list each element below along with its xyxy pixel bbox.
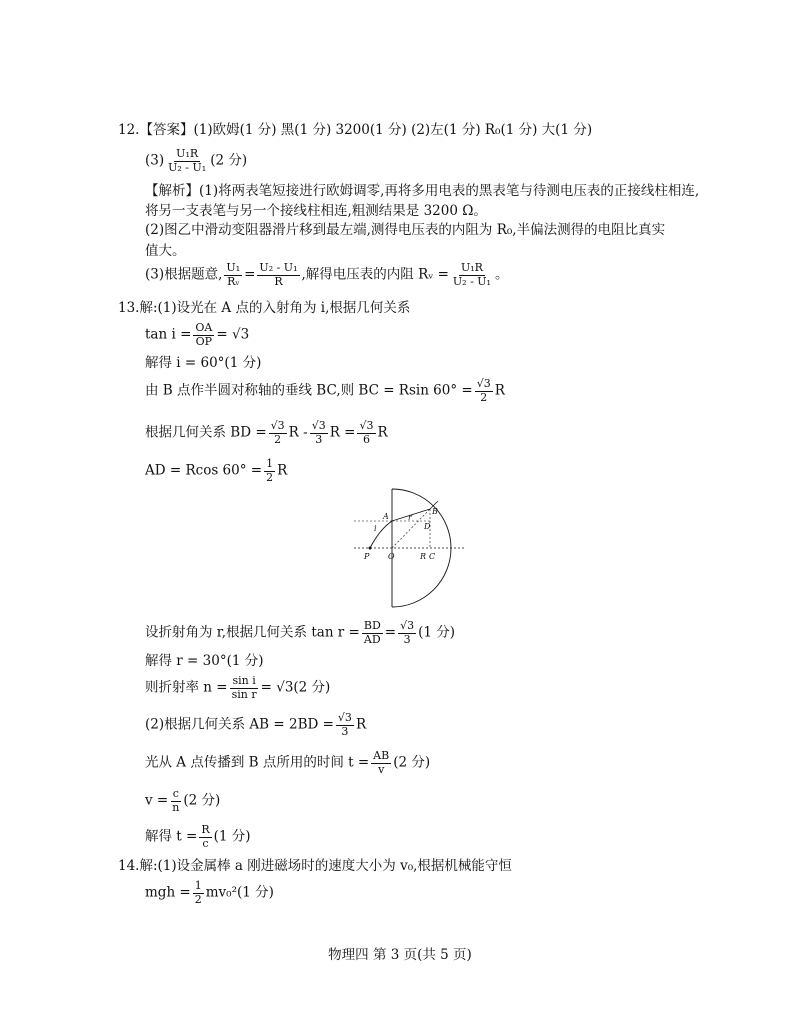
label-r-point: R: [420, 552, 427, 561]
q13-line12: v = $\frac{c}{n}$ (2 分): [145, 787, 221, 814]
label-o: O: [388, 552, 395, 561]
q13-line8: 解得 r = 30°(1 分): [145, 653, 264, 669]
q13-line1: 13.解:(1)设光在 A 点的入射角为 i,根据几何关系: [118, 300, 411, 316]
q12-part3-label: (3): [145, 152, 165, 169]
q12-analysis-line2: 将另一支表笔与另一个接线柱相连,粗测结果是 3200 Ω。: [145, 203, 487, 219]
page-footer: 物理四 第 3 页(共 5 页): [328, 947, 472, 963]
label-i: i: [374, 524, 377, 533]
q12-analysis-line4: 值大。: [145, 243, 186, 259]
semicircle-optics-diagram: [352, 487, 472, 609]
q12-analysis-line1: 【解析】(1)将两表笔短接进行欧姆调零,再将多用电表的黑表笔与待测电压表的正接线柱相连,: [145, 183, 700, 199]
q13-line11: 光从 A 点传播到 B 点所用的时间 t = $\frac{AB}{v}$ (2 分): [145, 749, 431, 776]
q12-analysis-line3: (2)图乙中滑动变阻器滑片移到最左端,测得电压表的内阻为 R₀,半偏法测得的电阻比真实: [145, 222, 666, 238]
point-p-dot: [369, 547, 372, 550]
q12-analysis-line5: (3)根据题意, $\frac{\text{U₁}}{\text{Rᵥ}}$ = $\frac{\text{U₂ - U₁}}{R}$ ,解得电压表的内阻 Rᵥ = $\frac{\text{U₁R}}{\text{U₂ - U₁}}$ 。: [145, 261, 509, 288]
label-p: P: [364, 552, 370, 561]
q13-line10: (2)根据几何关系 AB = 2BD = $\frac{√3}{3}$ R: [145, 711, 367, 738]
q13-line13: 解得 t = $\frac{R}{c}$ (1 分): [145, 823, 251, 850]
q13-line9: 则折射率 n = $\frac{\text{sin i}}{\text{sin r}}$ = √3(2 分): [145, 674, 331, 701]
q12-formula-line: [145, 148, 247, 174]
label-r: r: [408, 513, 412, 522]
q14-line2: mgh = $\frac{1}{2}$ mv₀²(1 分): [145, 879, 274, 906]
score: (2 分): [210, 152, 248, 169]
q14-line1: 14.解:(1)设金属棒 a 刚进磁场时的速度大小为 v₀,根据机械能守恒: [118, 858, 512, 874]
q13-line4: 由 B 点作半圆对称轴的垂线 BC,则 BC = Rsin 60° = $\frac{√3}{2}$ R: [145, 377, 505, 404]
label-a: A: [383, 512, 389, 521]
q12-answer-line: 12.【答案】(1)欧姆(1 分) 黑(1 分) 3200(1 分) (2)左(1 分) R₀(1 分) 大(1 分): [118, 122, 593, 138]
fraction: $\frac{\text{U₁R}}{\text{U₂ - U₁}}$: [168, 147, 207, 174]
q13-line3: 解得 i = 60°(1 分): [145, 355, 262, 371]
q13-line2: tan i = $\frac{OA}{OP}$ = √3: [145, 321, 250, 348]
label-c: C: [429, 552, 436, 561]
label-b: B: [432, 507, 438, 516]
q13-line7: 设折射角为 r,根据几何关系 tan r = $\frac{BD}{AD}$ = $\frac{√3}{3}$ (1 分): [145, 619, 456, 646]
q13-line6: AD = Rcos 60° = $\frac{1}{2}$ R: [145, 457, 288, 484]
label-d: D: [424, 522, 431, 531]
q13-line5: 根据几何关系 BD = $\frac{√3}{2}$ R - $\frac{√3}{3}$ R = $\frac{√3}{6}$ R: [145, 419, 388, 446]
